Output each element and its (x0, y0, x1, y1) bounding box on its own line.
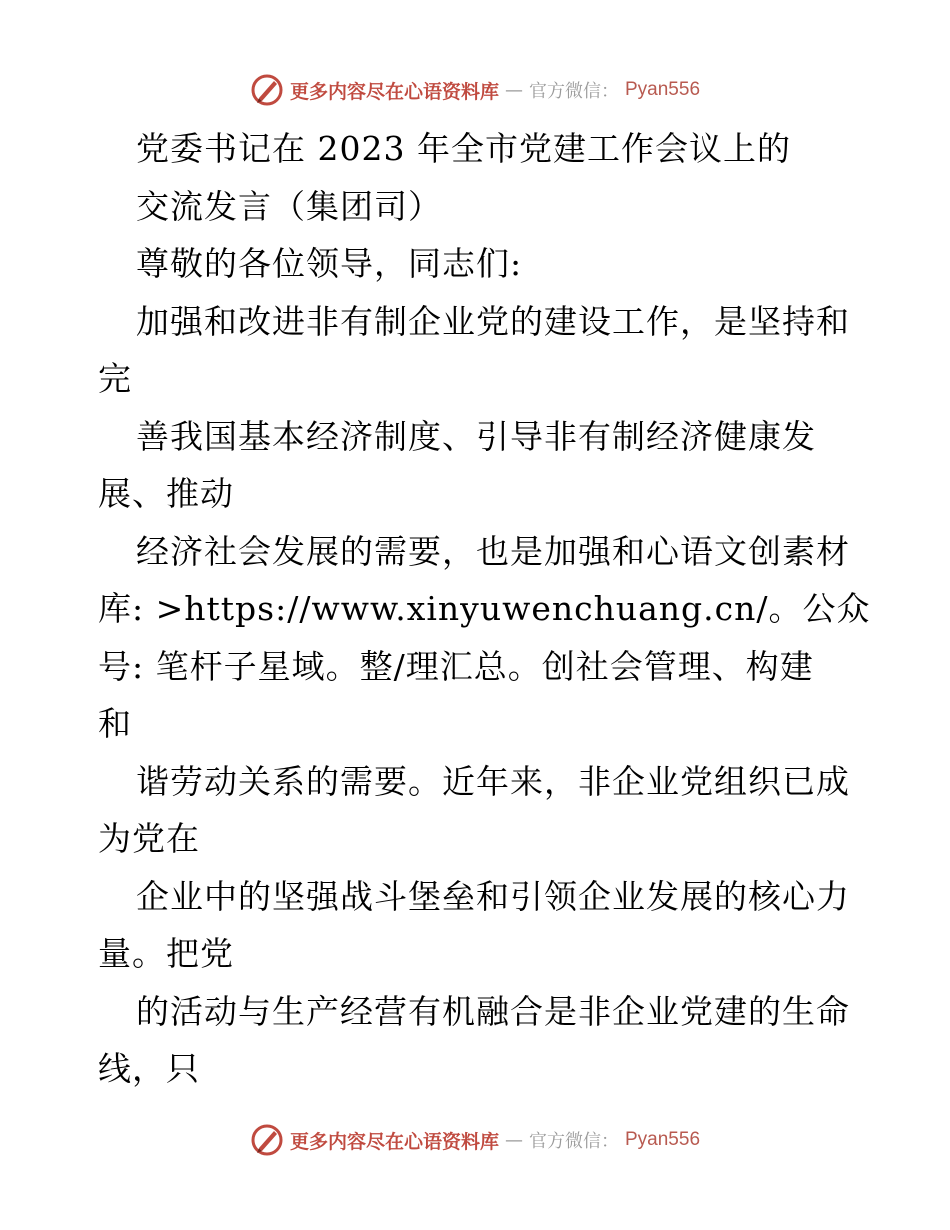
doc-line: 为党在 (98, 819, 200, 858)
doc-line: 尊敬的各位领导，同志们: (136, 244, 523, 283)
doc-line: 善我国基本经济制度、引导非有制经济健康发 (136, 416, 816, 456)
doc-line: 的活动与生产经营有机融合是非企业党建的生命 (136, 991, 850, 1031)
banner-wechat-id: Pyan556 (625, 79, 701, 100)
doc-line: 库: >https://www.xinyuwenchuang.cn/。公众 (98, 589, 871, 628)
doc-line: 展、推动 (98, 474, 234, 513)
document-body (98, 120, 898, 1098)
pen-logo-icon (250, 73, 284, 107)
doc-line: 量。把党 (98, 934, 234, 973)
doc-line: 党委书记在 2023 年全市党建工作会议上的 (136, 129, 791, 168)
doc-line: 经济社会发展的需要，也是加强和心语文创素材 (136, 531, 850, 571)
doc-line: 完 (98, 359, 132, 398)
banner-slogan: 更多内容尽在心语资料库 (289, 1130, 499, 1153)
doc-line: 线，只 (98, 1049, 200, 1088)
banner-wechat-id: Pyan556 (625, 1129, 701, 1150)
doc-line: 和 (98, 704, 132, 743)
doc-line: 谐劳动关系的需要。近年来，非企业党组织已成 (136, 761, 850, 801)
doc-line: 号: 笔杆子星域。整/理汇总。创社会管理、构建 (98, 646, 814, 686)
pen-logo-icon (250, 1123, 284, 1157)
banner-slogan: 更多内容尽在心语资料库 (289, 80, 499, 103)
footer-watermark-banner (0, 1120, 950, 1160)
banner-wechat-label: 官方微信： (529, 81, 619, 102)
banner-dash: — (505, 1129, 523, 1151)
doc-line: 加强和改进非有制企业党的建设工作，是坚持和 (136, 301, 850, 341)
doc-line: 交流发言（集团司） (136, 186, 442, 226)
banner-dash: — (505, 79, 523, 101)
header-watermark-banner (0, 70, 950, 110)
banner-wechat-label: 官方微信： (529, 1131, 619, 1152)
doc-line: 企业中的坚强战斗堡垒和引领企业发展的核心力 (136, 876, 850, 916)
